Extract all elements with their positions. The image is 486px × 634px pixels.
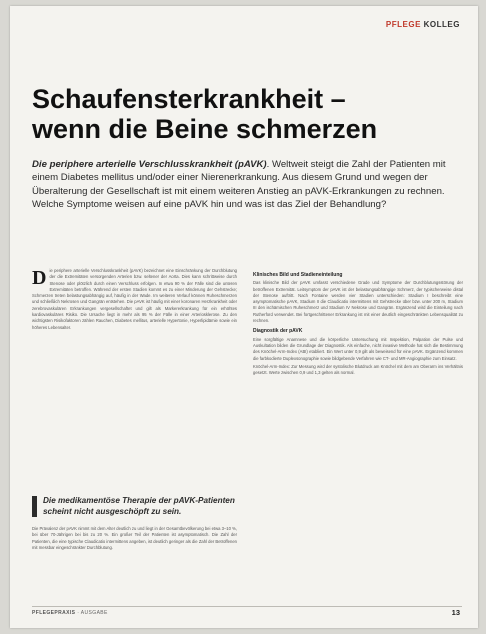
- right-paragraph-3: Knöchel-Arm-Index: Zur Messung wird der systolische Blutdruck am Knöchel mit dem am Oberarm ins Verhältnis gesetzt. Werte zwischen 0,9 und 1,3 gelten als normal.: [253, 363, 463, 376]
- pull-quote-marker: [32, 498, 37, 503]
- section-label-suffix: KOLLEG: [423, 20, 460, 29]
- footer-divider: [32, 606, 462, 607]
- footer-brand: PFLEGEPRAXIS: [32, 610, 76, 616]
- page-number: 13: [451, 608, 460, 617]
- pull-quote-text: Die medikamentöse Therapie der pAVK-Patienten scheint nicht ausgeschöpft zu sein.: [43, 496, 235, 516]
- lead-bold: Die periphere arterielle Verschlusskrankheit (pAVK): [32, 159, 267, 170]
- article-title: [32, 84, 452, 144]
- subheading-clinical: Klinisches Bild und Stadieneinteilung: [253, 272, 343, 278]
- left-paragraph: [32, 268, 237, 331]
- footer-publication: [32, 610, 108, 616]
- article-title-line2: wenn die Beine schmerzen: [32, 114, 378, 144]
- section-label-prefix: PFLEGE: [385, 20, 421, 29]
- section-label: [386, 20, 460, 29]
- subheading-diagnostics: Diagnostik der pAVK: [253, 328, 303, 335]
- magazine-page: [10, 6, 478, 628]
- left-col-text: ie periphere arterielle Verschlusskrankheit (pAVK) bezeichnet eine Einschränkung der Durchblutung der die Extremitäten versorgenden Arterien bzw. seltener der Aorta. Dies kann schrittweise durch Stenose oder plötzlich durch einen Verschluss erfolgen. In etwa 90 % der Fälle sind die unteren Extremitäten betroffen. Während der ersten Stadien kommt es zu einer Minderung der Gehstrecke; Schmerzen treten belastungsabhängig auf, häufig in der Wade. Im weiteren Verlauf können Ruheschmerzen und schließlich Nekrosen und Gangrän entstehen. Die pAVK ist häufig mit einer koronaren Herzkrankheit oder zerebrovaskulären Erkrankungen vergesellschaftet und gilt als Markererkrankung für ein erhöhtes kardiovaskuläres Risiko. Die Ursache liegt in mehr als 95 % der Fälle in einer Arteriosklerose. Zu den wichtigsten Risikofaktoren zählen Rauchen, Diabetes mellitus, arterielle Hypertonie, Hyperlipidämie sowie ein höheres Lebensalter.: [32, 268, 237, 330]
- body-column-left-bottom: [32, 526, 237, 551]
- footer-issue: · AUSGABE: [77, 610, 108, 616]
- body-column-left: [32, 268, 237, 333]
- lead-rest: . Weltweit steigt die Zahl der Patienten mit einem Diabetes mellitus und/oder einer Nierenerkrankung. Aus diesem Grund und wegen der Überalterung der Gesellschaft ist mit einem weiteren Anstieg an pAVK-Erkrankungen zu rechnen. Welche Symptome weisen auf eine pAVK hin und was ist das Ziel der Behandlung?: [32, 159, 446, 210]
- dropcap: D: [32, 267, 47, 289]
- body-column-right: [253, 268, 463, 378]
- right-paragraph-2: Eine sorgfältige Anamnese und die körperliche Untersuchung mit Inspektion, Palpation der Pulse und Auskultation bilden die Grundlage der Diagnostik. Als einfache, nicht invasive Methode hat sich die Bestimmung des Knöchel-Arm-Index (ABI) etabliert. Ein Wert unter 0,9 gilt als beweisend für eine pAVK. Ergänzend kommen die farbkodierte Duplexsonographie sowie bildgebende Verfahren wie CT- und MR-Angiographie zum Einsatz.: [253, 336, 463, 361]
- article-title-line1: Schaufensterkrankheit –: [32, 84, 346, 114]
- right-paragraph-1: Das klinische Bild der pAVK umfasst verschiedene Grade und Symptome der Durchblutungsstörung der betroffenen Extremität. Leitsymptom der pAVK ist der belastungsabhängige Schmerz, der typischerweise distal der Stenose auftritt. Nach Fontaine werden vier Stadien unterschieden: Stadium I beschreibt eine asymptomatische pAVK, Stadium II die Claudicatio intermittens mit Gehstrecke über bzw. unter 200 m, Stadium III den ischämischen Ruheschmerz und Stadium IV Nekrose und Gangrän. Ergänzend wird die Einteilung nach Rutherford verwendet. Bei fortgeschrittener Erkrankung ist mit einer deutlich eingeschränkten Lebensqualität zu rechnen.: [253, 280, 463, 324]
- pull-quote: [32, 496, 248, 517]
- article-lead: [32, 158, 462, 211]
- left-col-bottom-text: Die Prävalenz der pAVK nimmt mit dem Alter deutlich zu und liegt in der Gesamtbevölkerung bei etwa 3–10 %, bei über 70-Jährigen bei bis zu 20 %. Ein großer Teil der Patienten ist asymptomatisch. Die Zahl der Patienten, die eine typische Claudicatio intermittens angeben, ist deutlich geringer als die Zahl der Betroffenen mit messbar eingeschränkter Durchblutung.: [32, 526, 237, 550]
